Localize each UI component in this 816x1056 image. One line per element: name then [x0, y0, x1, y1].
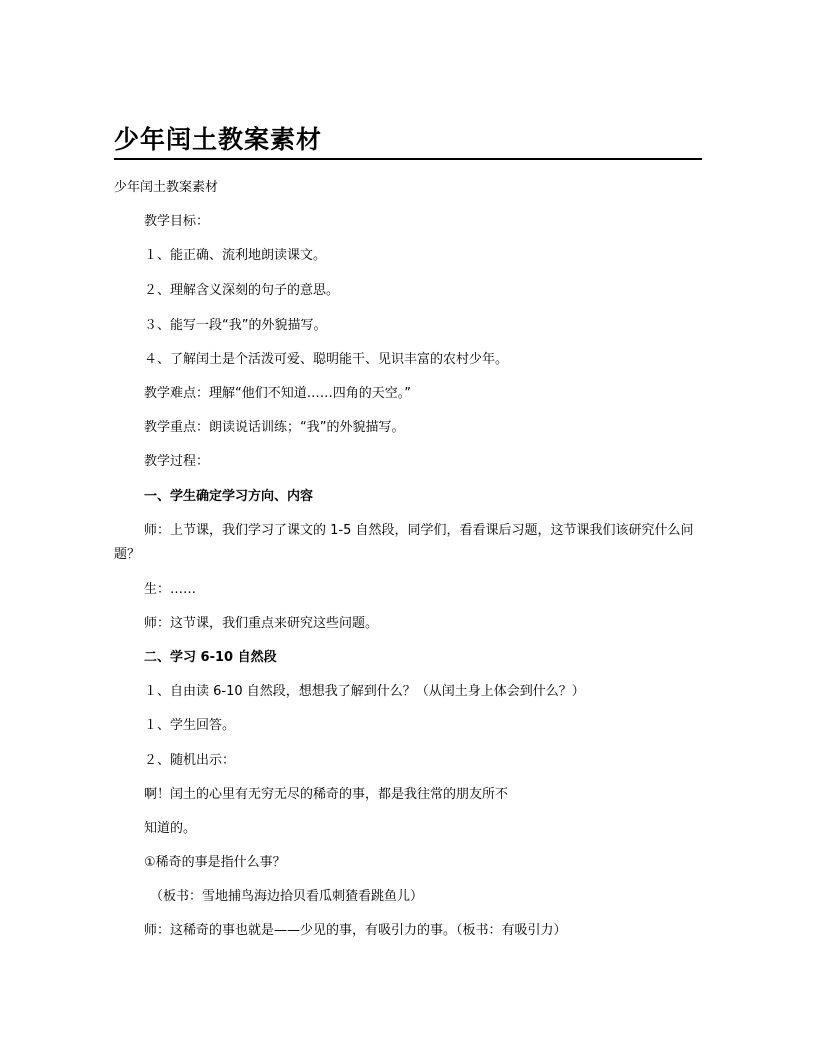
process-heading: 教学过程： — [144, 454, 210, 469]
student-response-1: 生：…… — [144, 582, 197, 597]
doc-subtitle: 少年闰土教案素材 — [114, 180, 219, 195]
question-1: ①稀奇的事是指什么事？ — [144, 855, 286, 870]
page-title: 少年闰土教案素材 — [114, 125, 323, 154]
step-2: ２、随机出示： — [144, 753, 236, 768]
section-heading-1: 一、学生确定学习方向、内容 — [144, 489, 314, 504]
goal-item-3: ３、能写一段“我”的外貌描写。 — [144, 318, 327, 333]
quote-line-1: 啊！闰土的心里有无穷无尽的稀奇的事，都是我往常的朋友所不 — [144, 787, 509, 802]
step-1: １、自由读 6-10 自然段，想想我了解到什么？（从闰土身上体会到什么？） — [144, 684, 585, 699]
teacher-paragraph-2: 师：这节课，我们重点来研究这些问题。 — [144, 616, 379, 631]
step-1b: １、学生回答。 — [144, 718, 236, 733]
goal-heading: 教学目标： — [144, 214, 210, 229]
teaching-difficulty: 教学难点：理解“他们不知道……四角的天空。” — [144, 386, 411, 401]
goal-item-4: ４、了解闰土是个活泼可爱、聪明能干、见识丰富的农村少年。 — [144, 352, 509, 367]
title-divider — [114, 158, 702, 160]
section-heading-2: 二、学习 6-10 自然段 — [144, 650, 277, 665]
quote-line-2: 知道的。 — [144, 821, 197, 836]
teacher-paragraph-3: 师：这稀奇的事也就是——少见的事，有吸引力的事。（板书：有吸引力） — [144, 923, 567, 938]
teacher-paragraph-1: 师：上节课，我们学习了课文的 1-5 自然段，同学们，看看课后习题，这节课我们该研究什么问题？ — [114, 523, 694, 562]
board-note-1: （板书：雪地捕鸟海边拾贝看瓜刺猹看跳鱼儿） — [150, 889, 424, 904]
goal-item-2: ２、理解含义深刻的句子的意思。 — [144, 283, 340, 298]
goal-item-1: １、能正确、流利地朗读课文。 — [144, 248, 327, 263]
teaching-key-point: 教学重点：朗读说话训练；“我”的外貌描写。 — [144, 420, 405, 435]
